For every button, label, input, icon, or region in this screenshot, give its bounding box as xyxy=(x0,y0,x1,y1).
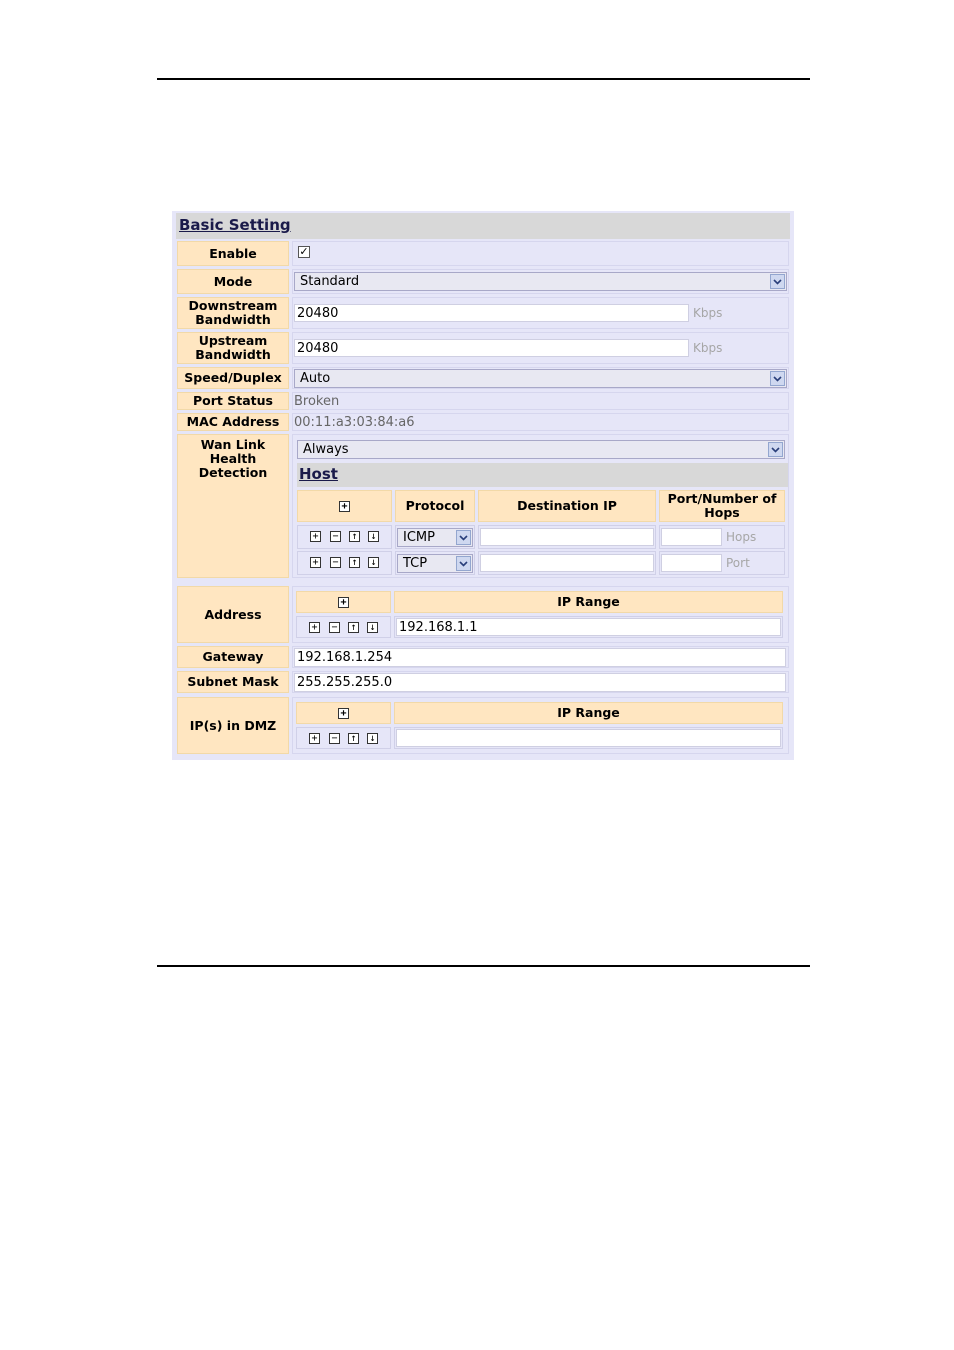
upstream-label: Upstream Bandwidth xyxy=(177,332,289,364)
host-title: Host xyxy=(297,463,788,487)
upstream-input[interactable]: 20480 xyxy=(294,339,689,357)
speed-duplex-label: Speed/Duplex xyxy=(177,367,289,389)
wan-link-value: Always xyxy=(303,442,349,457)
table-row xyxy=(297,551,392,575)
checkmark-icon: ✓ xyxy=(299,245,309,258)
move-down-icon[interactable]: ↓ xyxy=(368,531,379,542)
wan-link-select[interactable] xyxy=(297,440,785,459)
protocol-select[interactable] xyxy=(397,528,473,547)
remove-icon[interactable]: − xyxy=(330,531,341,542)
remove-icon[interactable]: − xyxy=(329,622,340,633)
table-row xyxy=(296,616,391,638)
protocol-value: TCP xyxy=(403,556,428,571)
add-icon[interactable]: + xyxy=(310,531,321,542)
chevron-down-icon[interactable] xyxy=(456,556,471,571)
destination-ip-input[interactable] xyxy=(480,528,654,546)
protocol-cell xyxy=(395,525,475,549)
top-rule xyxy=(157,78,810,80)
add-icon[interactable]: + xyxy=(338,708,349,719)
section-title: Basic Setting xyxy=(176,213,790,239)
chevron-down-icon[interactable] xyxy=(456,530,471,545)
mode-cell xyxy=(292,269,789,294)
speed-duplex-cell xyxy=(292,367,789,389)
move-down-icon[interactable]: ↓ xyxy=(367,622,378,633)
chevron-down-icon[interactable] xyxy=(770,274,785,289)
add-icon[interactable]: + xyxy=(309,622,320,633)
mode-label: Mode xyxy=(177,269,289,294)
port-unit: Port xyxy=(726,556,750,570)
move-up-icon[interactable]: ↑ xyxy=(348,622,359,633)
subnet-mask-cell xyxy=(292,671,789,693)
add-icon[interactable]: + xyxy=(310,557,321,568)
dmz-ip-range-header: IP Range xyxy=(394,702,783,724)
destination-ip-input[interactable] xyxy=(480,554,654,572)
dmz-label: IP(s) in DMZ xyxy=(177,697,289,754)
subnet-mask-input[interactable]: 255.255.255.0 xyxy=(294,673,786,692)
destination-cell xyxy=(478,551,656,575)
address-range-cell xyxy=(394,616,783,638)
address-ip-range-header: IP Range xyxy=(394,591,783,613)
port-hops-header: Port/Number of Hops xyxy=(659,490,785,522)
downstream-cell xyxy=(292,297,789,329)
downstream-label: Downstream Bandwidth xyxy=(177,297,289,329)
chevron-down-icon[interactable] xyxy=(768,442,783,457)
move-up-icon[interactable]: ↑ xyxy=(348,733,359,744)
wan-link-cell xyxy=(292,434,789,578)
protocol-value: ICMP xyxy=(403,530,435,545)
enable-checkbox[interactable] xyxy=(298,246,310,258)
move-up-icon[interactable]: ↑ xyxy=(349,557,360,568)
wan-link-label: Wan Link Health Detection xyxy=(177,434,289,578)
mode-select-value: Standard xyxy=(300,274,360,289)
port-input[interactable] xyxy=(661,554,722,572)
mode-select[interactable] xyxy=(294,272,787,291)
downstream-input[interactable]: 20480 xyxy=(294,304,689,322)
destination-ip-header: Destination IP xyxy=(478,490,656,522)
enable-label: Enable xyxy=(177,241,289,266)
move-up-icon[interactable]: ↑ xyxy=(349,531,360,542)
gateway-cell xyxy=(292,646,789,668)
mac-address-value: 00:11:a3:03:84:a6 xyxy=(294,415,415,430)
dmz-cell xyxy=(292,697,789,754)
downstream-unit: Kbps xyxy=(693,306,723,320)
remove-icon[interactable]: − xyxy=(329,733,340,744)
subnet-mask-label: Subnet Mask xyxy=(177,671,289,693)
port-cell xyxy=(659,551,785,575)
protocol-header: Protocol xyxy=(395,490,475,522)
protocol-select[interactable] xyxy=(397,554,473,573)
port-status-label: Port Status xyxy=(177,392,289,410)
hops-input[interactable] xyxy=(661,528,722,546)
destination-cell xyxy=(478,525,656,549)
move-down-icon[interactable]: ↓ xyxy=(367,733,378,744)
upstream-unit: Kbps xyxy=(693,341,723,355)
table-row xyxy=(297,525,392,549)
address-actions-header xyxy=(296,591,391,613)
port-status-cell xyxy=(292,392,789,410)
add-icon[interactable]: + xyxy=(339,501,350,512)
protocol-cell xyxy=(395,551,475,575)
address-cell xyxy=(292,586,789,643)
upstream-cell xyxy=(292,332,789,364)
bottom-rule xyxy=(157,965,810,967)
basic-setting-panel xyxy=(172,211,794,760)
gateway-label: Gateway xyxy=(177,646,289,668)
host-actions-header xyxy=(297,490,392,522)
speed-duplex-select[interactable] xyxy=(294,369,787,388)
remove-icon[interactable]: − xyxy=(330,557,341,568)
hops-unit: Hops xyxy=(726,530,757,544)
port-cell xyxy=(659,525,785,549)
gateway-input[interactable]: 192.168.1.254 xyxy=(294,648,786,667)
mac-address-cell xyxy=(292,413,789,431)
add-icon[interactable]: + xyxy=(338,597,349,608)
dmz-ip-range-input[interactable] xyxy=(396,729,781,747)
mac-address-label: MAC Address xyxy=(177,413,289,431)
chevron-down-icon[interactable] xyxy=(770,371,785,386)
enable-cell xyxy=(292,241,789,266)
dmz-range-cell xyxy=(394,727,783,749)
table-row xyxy=(296,727,391,749)
dmz-actions-header xyxy=(296,702,391,724)
address-label: Address xyxy=(177,586,289,643)
speed-duplex-value: Auto xyxy=(300,371,331,386)
move-down-icon[interactable]: ↓ xyxy=(368,557,379,568)
port-status-value: Broken xyxy=(294,394,340,409)
address-ip-range-input[interactable]: 192.168.1.1 xyxy=(396,618,781,636)
add-icon[interactable]: + xyxy=(309,733,320,744)
